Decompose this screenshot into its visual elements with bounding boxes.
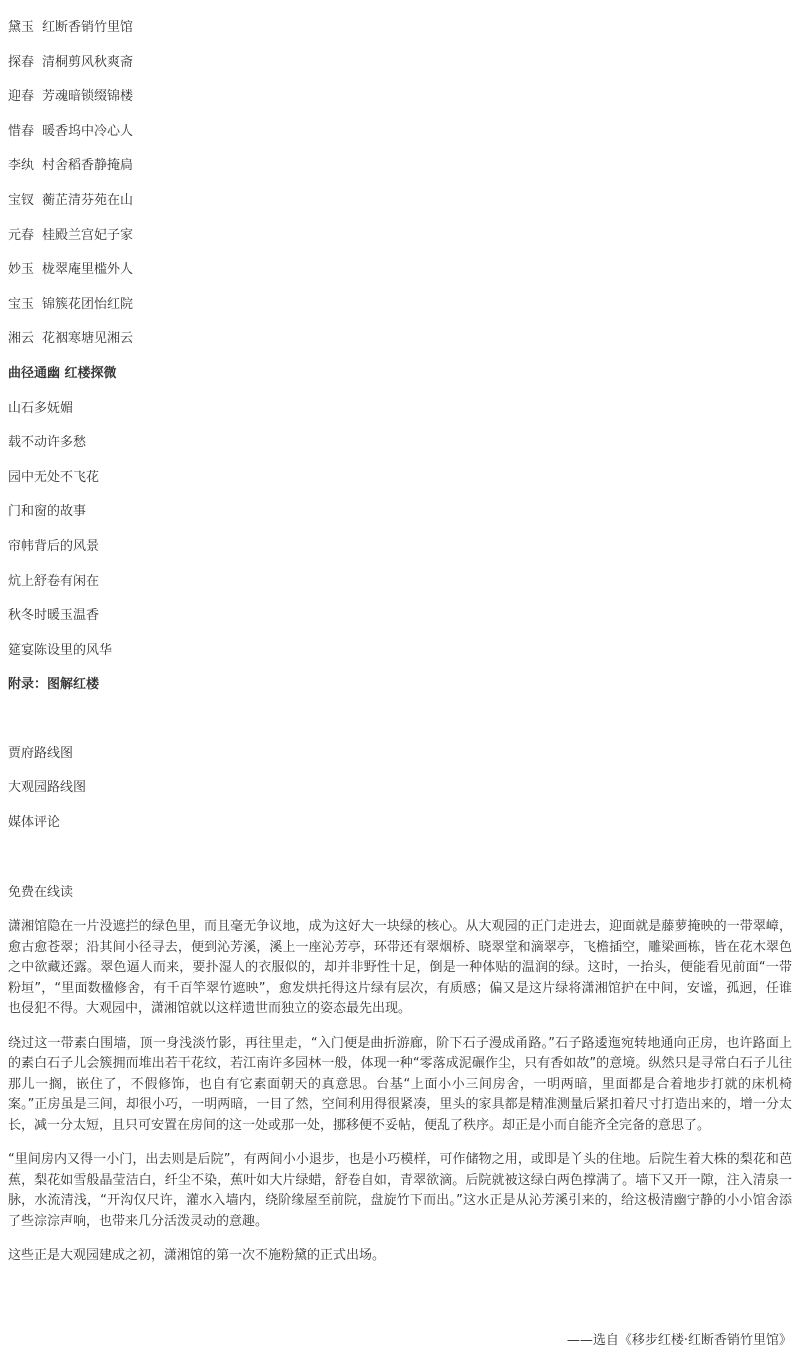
residence-item[interactable] <box>8 18 792 53</box>
excerpt-paragraph: 绕过这一带素白围墙，顶一身浅淡竹影，再往里走，“入门便是曲折游廊，阶下石子漫成甬路。”石子路逶迤宛转地通向正房，也许路面上的素白石子儿会簇拥而堆出若干花纹，若江南许多园林一般，体现一种“零落成泥碾作尘，只有香如故”的意境。纵然只是寻常白石子儿往那儿一搁，嵌住了，不假修饰，也自有它素面朝天的真意思。台基“上面小小三间房舍，一明两暗，里面都是合着地步打就的床机椅案。”正房虽是三间，却很小巧，一明两暗，一目了然，空间利用得很紧凑，里头的家具都是精准测量后紧扣着尺寸打造出来的，增一分太长，减一分太短，且只可安置在房间的这一处或那一处，挪移便不妥帖，便乱了秩序。却正是小而自能齐全完备的意思了。 <box>8 1035 792 1133</box>
section-item[interactable]: 山石多妩媚 <box>8 400 74 416</box>
residence-place: 桂殿兰宫妃子家 <box>42 227 134 243</box>
section-item[interactable]: 门和窗的故事 <box>8 504 87 520</box>
section-item[interactable]: 帘帏背后的风景 <box>8 538 100 554</box>
appendix-list <box>8 744 792 848</box>
residence-name: 宝钗 <box>8 192 35 208</box>
residence-name: 湘云 <box>8 331 35 347</box>
article <box>8 18 792 1281</box>
section-item[interactable]: 秋冬时暖玉温香 <box>8 608 100 624</box>
residence-place: 暖香坞中冷心人 <box>42 123 134 139</box>
excerpt-paragraph: “里间房内又得一小门，出去则是后院”，有两间小小退步，也是小巧模样，可作储物之用，或即是丫头的住地。后院生着大株的梨花和芭蕉，梨花如雪般晶莹洁白，纤尘不染，蕉叶如大片绿蜡，舒卷自如，青翠欲滴。后院就被这绿白两色撑满了。墙下又开一隙，注入清泉一脉，水流清浅，“开沟仅尺许，灌水入墙内，绕阶缘屋至前院，盘旋竹下而出。”这水正是从沁芳溪引来的，给这极清幽宁静的小小馆舍添了些淙淙声响，也带来几分活泼灵动的意趣。 <box>8 1152 792 1229</box>
residence-place: 村舍稻香静掩扃 <box>42 158 134 174</box>
residence-place: 锦簇花团怡红院 <box>42 296 134 312</box>
appendix-item[interactable]: 大观园路线图 <box>8 780 87 796</box>
residence-item[interactable] <box>8 87 792 122</box>
residence-item[interactable] <box>8 122 792 157</box>
section-heading: 曲径通幽 红楼探微 <box>8 365 117 381</box>
section-item[interactable]: 炕上舒卷有闲在 <box>8 573 100 589</box>
residence-list <box>8 18 792 364</box>
residence-place: 蘅芷清芬苑在山 <box>42 192 134 208</box>
residence-name: 宝玉 <box>8 296 35 312</box>
appendix-item[interactable]: 媒体评论 <box>8 815 61 831</box>
residence-item[interactable] <box>8 156 792 191</box>
section-item[interactable]: 筵宴陈设里的风华 <box>8 642 113 658</box>
source-citation: ——选自《移步红楼·红断香销竹里馆》 <box>566 1333 792 1348</box>
residence-place: 芳魂暗锁缀锦楼 <box>42 89 134 105</box>
excerpt-paragraph: 潇湘馆隐在一片没遮拦的绿色里，而且毫无争议地，成为这好大一块绿的核心。从大观园的正门走进去，迎面就是藤萝掩映的一带翠嶂，愈古愈苍翠；沿其间小径寻去，便到沁芳溪，溪上一座沁芳亭，环带还有翠烟桥、晓翠堂和滴翠亭，飞檐插空，雕梁画栋，皆在花木翠色之中欲藏还露。翠色逼人而来，要扑湿人的衣服似的，却并非野性十足，倒是一种体贴的温润的绿。这时，一抬头，便能看见前面“一带粉垣”，“里面数楹修舍，有千百竿翠竹遮映”，愈发烘托得这片绿有层次，有质感；偏又是这片绿将潇湘馆护在中间，安谧，孤迥，任谁也侵犯不得。大观园中，潇湘馆就以这样遗世而独立的姿态最先出现。 <box>8 919 792 1017</box>
residence-item[interactable] <box>8 53 792 88</box>
residence-place: 栊翠庵里槛外人 <box>42 262 134 278</box>
appendix-item[interactable]: 贾府路线图 <box>8 745 74 761</box>
residence-item[interactable] <box>8 260 792 295</box>
excerpt-body <box>8 917 792 1267</box>
residence-item[interactable] <box>8 295 792 330</box>
residence-item[interactable] <box>8 191 792 226</box>
section-list <box>8 399 792 676</box>
residence-name: 惜春 <box>8 123 35 139</box>
residence-place: 清桐剪风秋爽斋 <box>42 54 134 70</box>
residence-name: 李纨 <box>8 158 35 174</box>
residence-place: 红断香销竹里馆 <box>42 20 134 35</box>
residence-name: 元春 <box>8 227 35 243</box>
residence-name: 探春 <box>8 54 35 70</box>
section-item[interactable]: 园中无处不飞花 <box>8 469 100 485</box>
residence-name: 妙玉 <box>8 262 35 278</box>
residence-item[interactable] <box>8 329 792 364</box>
residence-place: 花裀寒塘见湘云 <box>42 331 134 347</box>
appendix-heading: 附录：图解红楼 <box>8 677 100 693</box>
excerpt-paragraph: 这些正是大观园建成之初，潇湘馆的第一次不施粉黛的正式出场。 <box>8 1248 386 1264</box>
section-item[interactable]: 载不动许多愁 <box>8 435 87 451</box>
free-read-label: 免费在线读 <box>8 884 74 900</box>
residence-name: 迎春 <box>8 89 35 105</box>
residence-item[interactable] <box>8 226 792 261</box>
residence-name: 黛玉 <box>8 20 35 35</box>
